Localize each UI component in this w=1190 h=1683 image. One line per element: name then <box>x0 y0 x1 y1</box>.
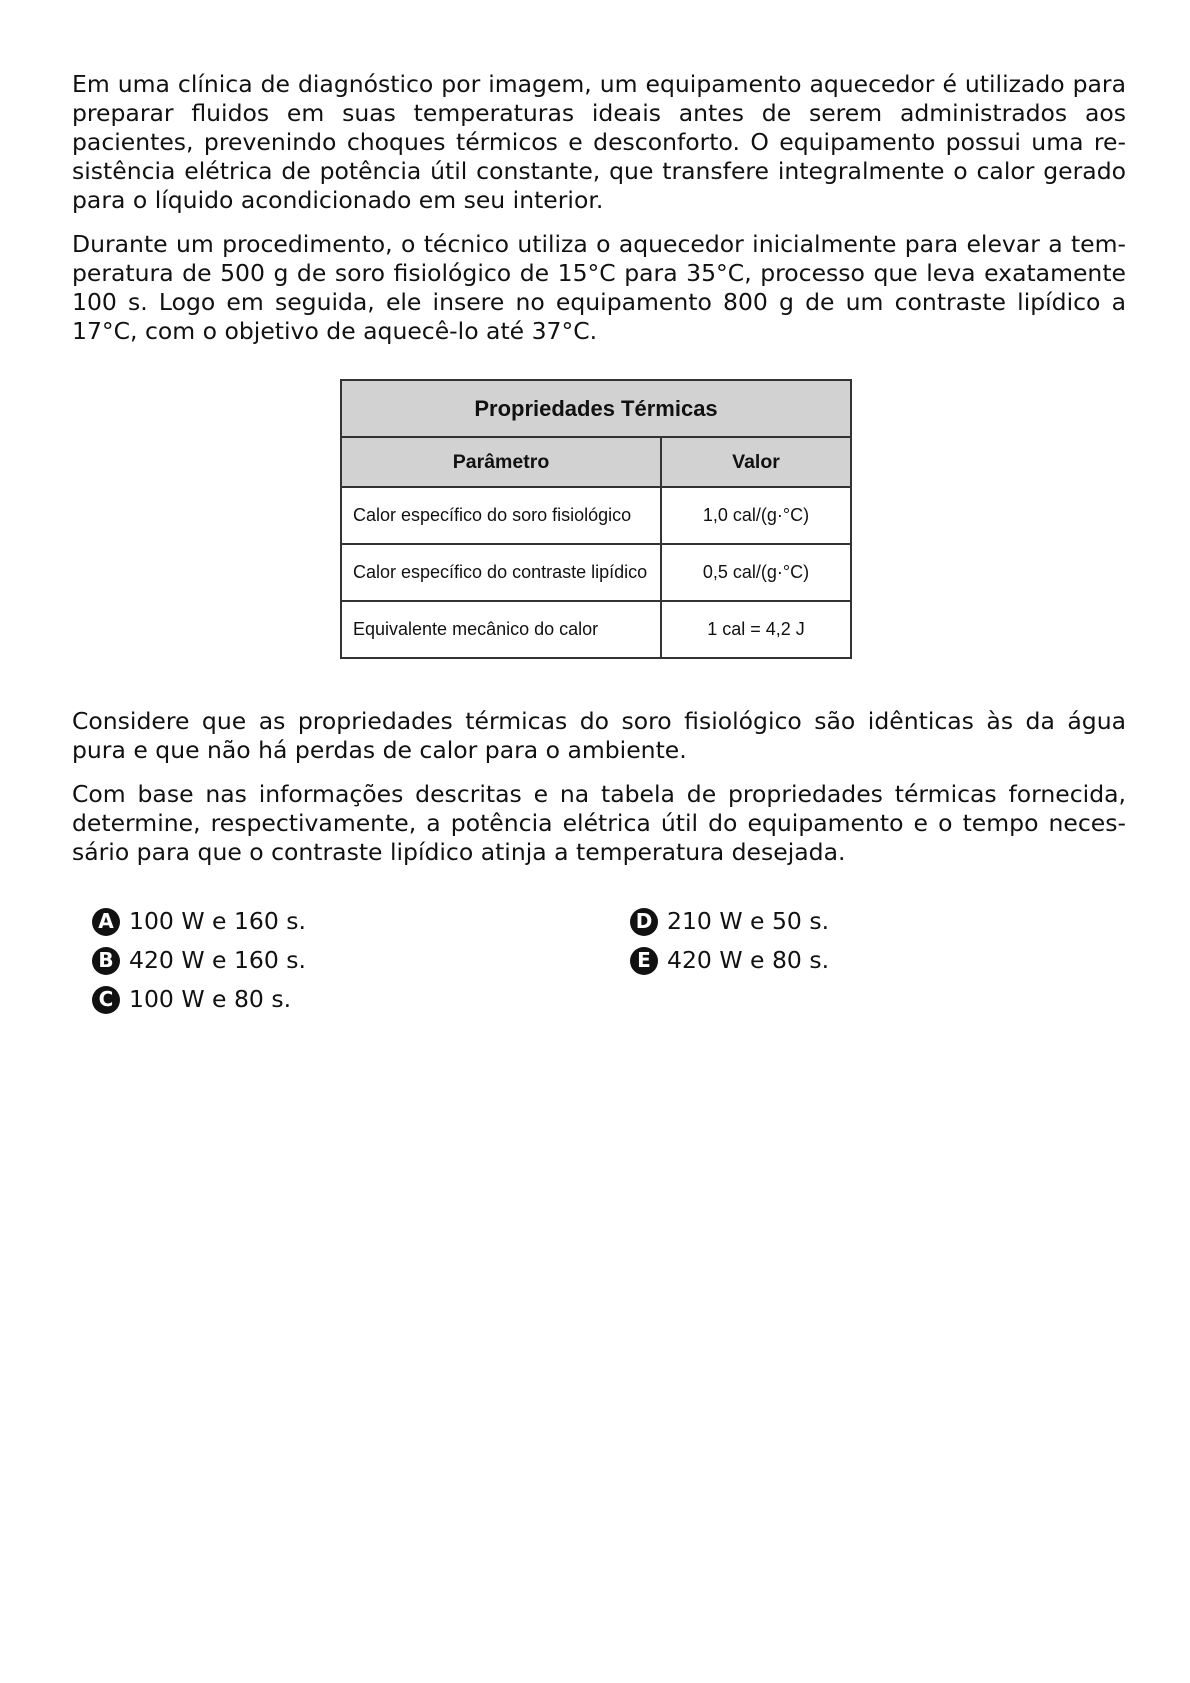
option-a[interactable] <box>92 907 630 936</box>
option-letter-badge: B <box>92 947 120 975</box>
column-header-value: Valor <box>661 437 851 487</box>
option-c[interactable] <box>92 985 630 1014</box>
paragraph-assumption: Considere que as propriedades térmicas do soro fisiológico são idênticas às da água pura e que não há perdas de calor para o ambiente. <box>72 707 1126 764</box>
option-letter-badge: E <box>630 947 658 975</box>
table-cell-parameter: Equivalente mecânico do calor <box>341 601 661 658</box>
option-e[interactable] <box>630 946 1130 975</box>
paragraph-intro: Em uma clínica de diagnóstico por imagem, um equipamento aquecedor é utilizado para preparar fluidos em suas temperaturas ideais antes de serem administrados aos pacientes, prevenindo choques térmicos e desconforto. O equipamento possui uma resistência elétrica de potência útil constante, que transfere integralmente o calor gerado para o líquido acondicionado em seu interior. <box>72 70 1126 214</box>
column-header-parameter: Parâmetro <box>341 437 661 487</box>
option-text: 100 W e 160 s. <box>129 907 306 935</box>
option-letter-badge: D <box>630 908 658 936</box>
question-page <box>72 70 1126 1014</box>
paragraph-question: Com base nas informações descritas e na tabela de propriedades térmicas fornecida, determine, respectivamente, a potência elétrica útil do equipamento e o tempo necessário para que o contraste lipídico atinja a temperatura desejada. <box>72 780 1126 866</box>
option-text: 420 W e 160 s. <box>129 946 306 974</box>
table-row <box>341 544 851 601</box>
properties-table <box>340 379 852 659</box>
table-title: Propriedades Térmicas <box>341 380 851 437</box>
table-cell-value: 1 cal = 4,2 J <box>661 601 851 658</box>
option-letter-badge: C <box>92 986 120 1014</box>
option-text: 100 W e 80 s. <box>129 985 292 1013</box>
option-b[interactable] <box>92 946 630 975</box>
option-text: 420 W e 80 s. <box>667 946 830 974</box>
answer-options <box>72 907 1126 1014</box>
table-row <box>341 601 851 658</box>
table-cell-parameter: Calor específico do soro fisiológico <box>341 487 661 544</box>
option-d[interactable] <box>630 907 1130 936</box>
option-letter-badge: A <box>92 908 120 936</box>
table-row <box>341 487 851 544</box>
table-cell-value: 1,0 cal/(g·°C) <box>661 487 851 544</box>
option-text: 210 W e 50 s. <box>667 907 830 935</box>
properties-table-wrapper <box>72 379 1126 659</box>
table-cell-value: 0,5 cal/(g·°C) <box>661 544 851 601</box>
table-cell-parameter: Calor específico do contraste lipídico <box>341 544 661 601</box>
paragraph-procedure: Durante um procedimento, o técnico utiliza o aquecedor inicialmente para elevar a temperatura de 500 g de soro fisiológico de 15°C para 35°C, processo que leva exatamente 100 s. Logo em seguida, ele insere no equipamento 800 g de um contraste lipídico a 17°C, com o objetivo de aquecê-lo até 37°C. <box>72 230 1126 345</box>
